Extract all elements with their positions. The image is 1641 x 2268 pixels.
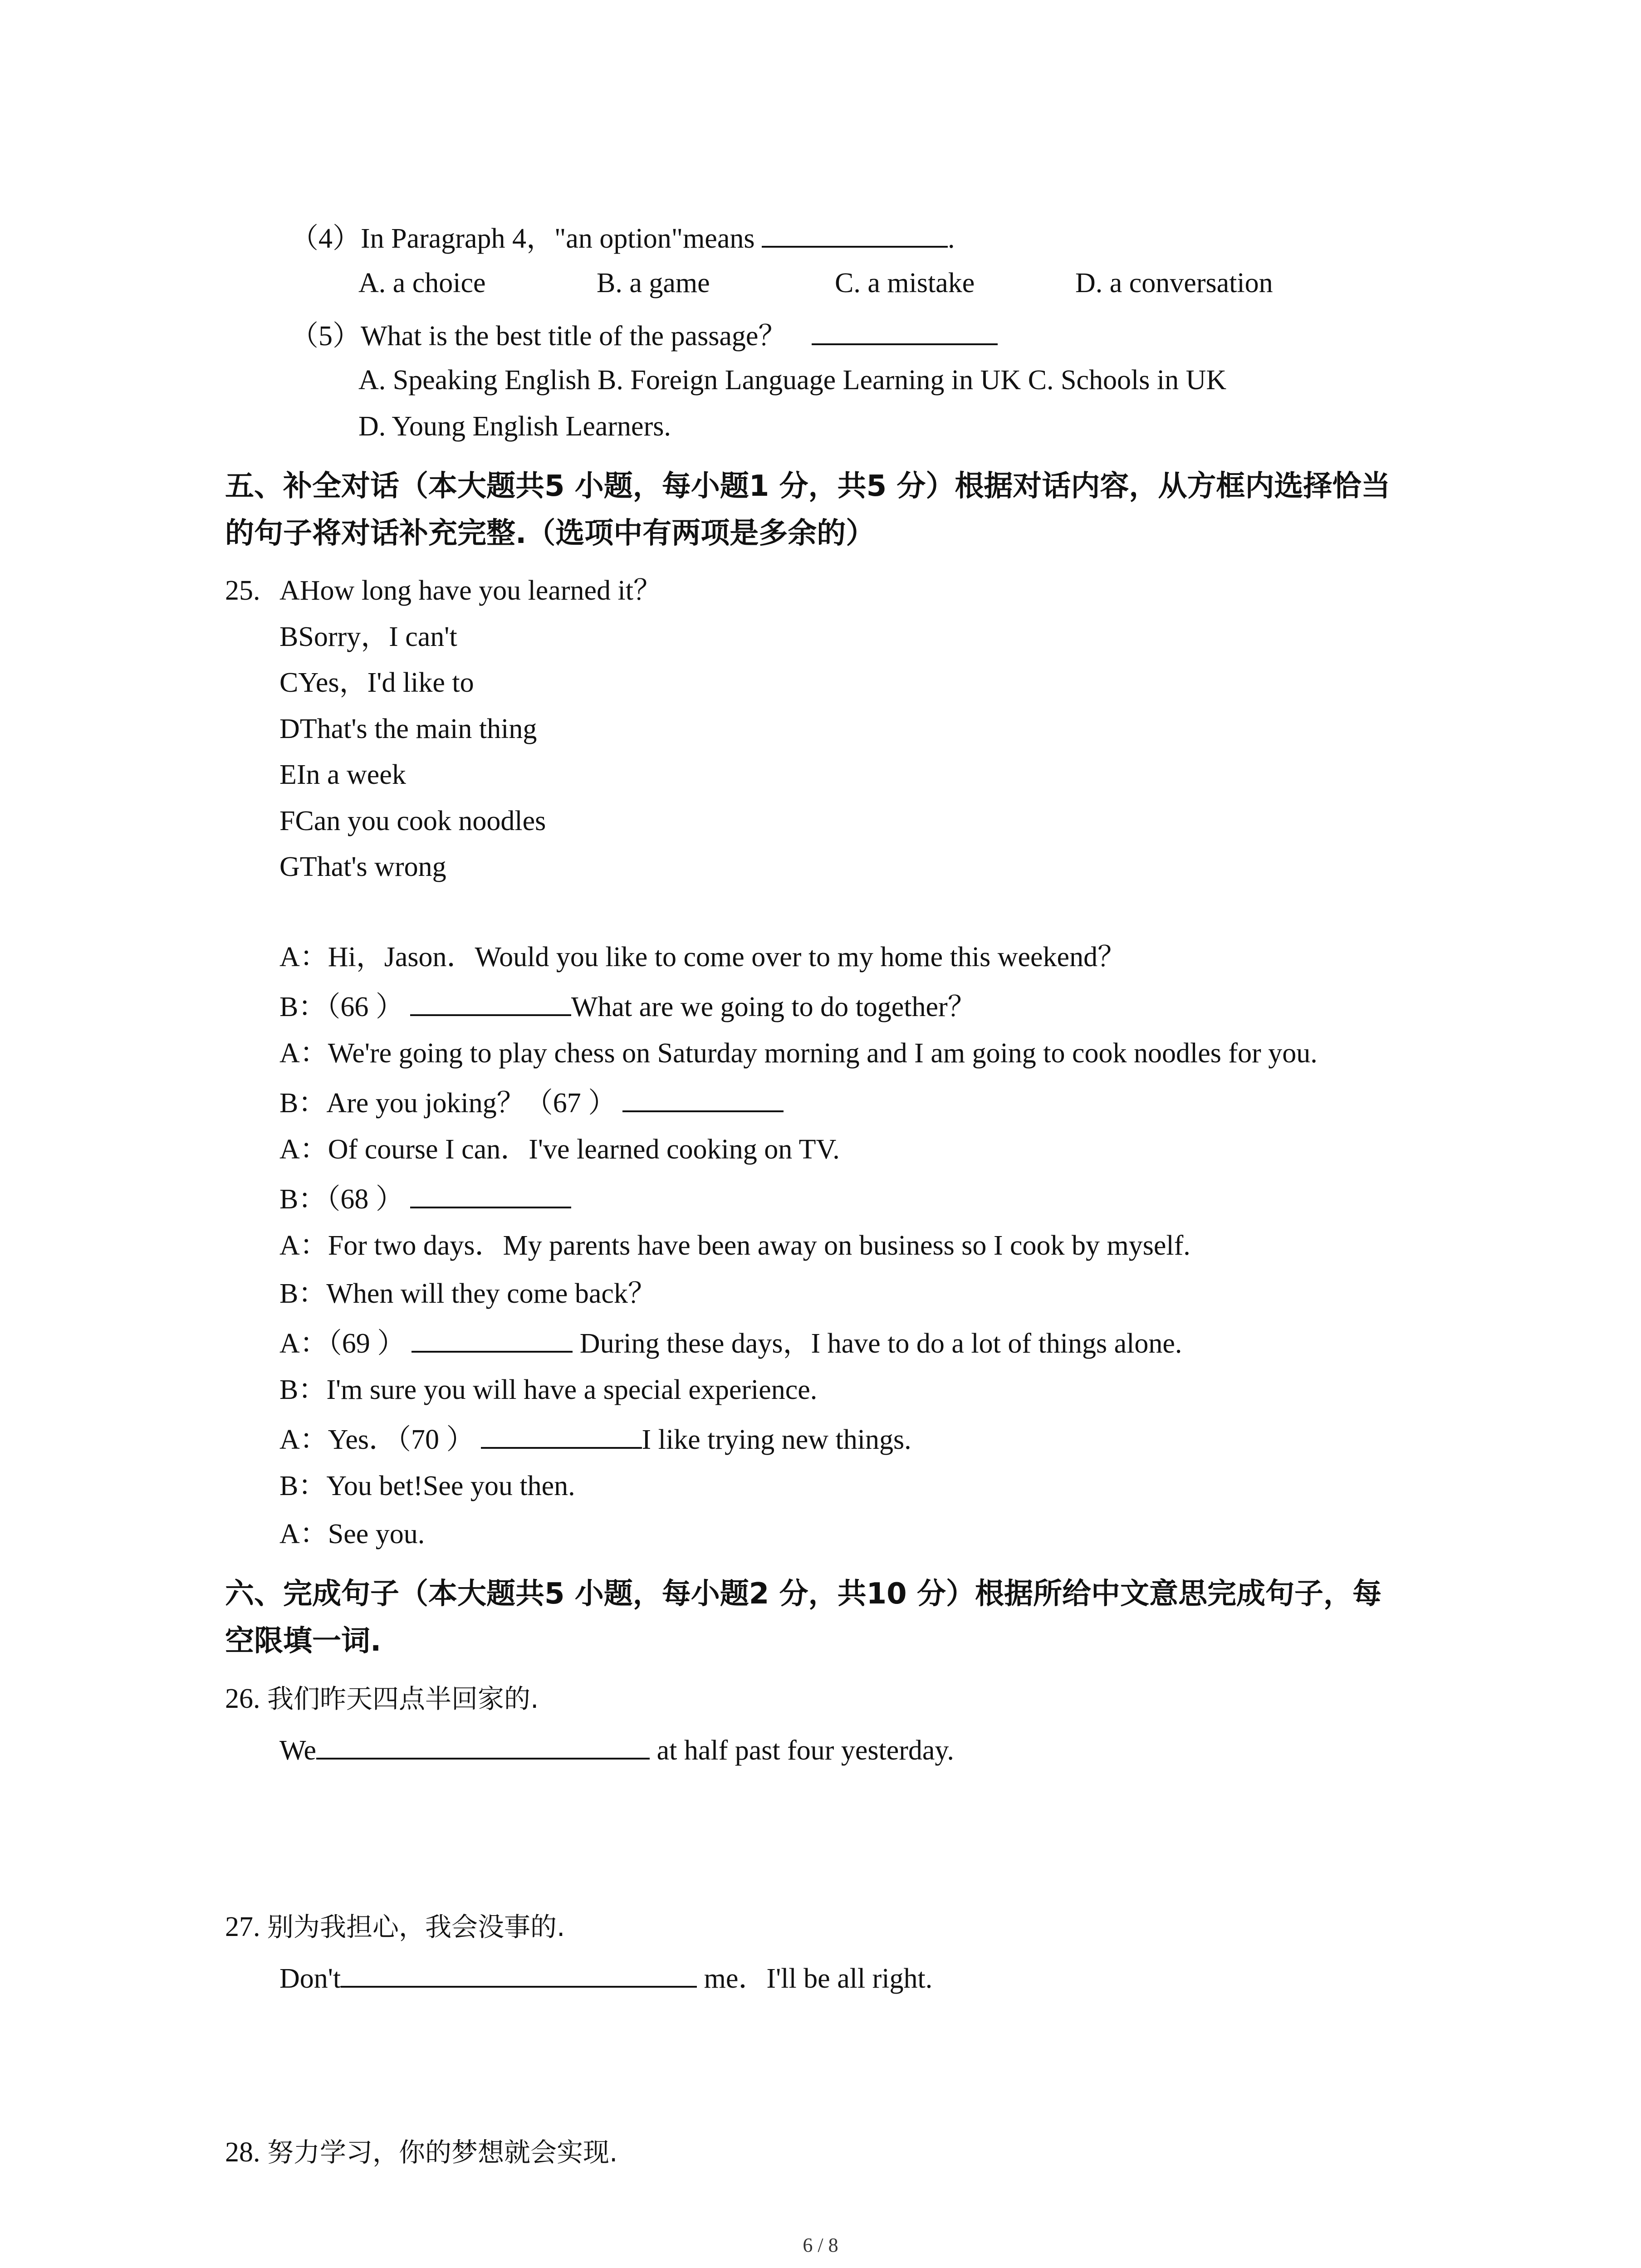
dialogue-text-after-blank: I like trying new things.: [642, 1424, 911, 1455]
dialogue-text: You bet!See you then.: [326, 1471, 575, 1501]
option-a: A. a choice: [358, 268, 486, 298]
dialogue-text: （68 ）: [326, 1184, 404, 1215]
option-c: C. a mistake: [835, 268, 975, 298]
dialogue-line: [279, 1179, 571, 1217]
q25-number: 25.: [225, 575, 260, 606]
q26-number: 26.: [225, 1683, 260, 1714]
dialogue-line: [279, 1324, 1182, 1362]
speaker-label: B：: [279, 1471, 327, 1501]
dialogue-text: （69 ）: [328, 1328, 406, 1359]
dialogue-line: [279, 1227, 1190, 1264]
q28-prompt: [225, 2134, 617, 2170]
dialogue-text: When will they come back？: [326, 1278, 656, 1309]
answer-blank[interactable]: [341, 1959, 697, 1988]
dialogue-text: Hi，Jason．Would you like to come over to my home this weekend？: [328, 942, 1126, 973]
q26-chinese: 我们昨天四点半回家的.: [267, 1683, 539, 1714]
q24-4-text: In Paragraph 4，"an option"means: [361, 223, 755, 254]
q26-pre: We: [279, 1735, 317, 1766]
speaker-label: B：: [279, 992, 327, 1022]
q25-choice: BSorry，I can't: [279, 621, 457, 652]
section6-heading-line1: 六、完成句子（本大题共5 小题，每小题2 分，共10 分）根据所给中文意思完成句子，每: [225, 1577, 1381, 1611]
dialogue-text: Of course I can．I've learned cooking on TV.: [328, 1134, 840, 1165]
q27-pre: Don't: [279, 1963, 341, 1994]
q24-5-options-line2: [358, 408, 671, 445]
answer-blank[interactable]: [411, 1324, 573, 1353]
option-d: D. a conversation: [1075, 268, 1273, 298]
speaker-label: A：: [279, 1038, 328, 1069]
dialogue-line: [279, 1468, 575, 1504]
dialogue-text: See you.: [328, 1519, 425, 1549]
section5-heading-line1: 五、补全对话（本大题共5 小题，每小题1 分，共5 分）根据对话内容，从方框内选择恰当: [225, 469, 1391, 503]
dialogue-line: [279, 1372, 817, 1408]
answer-blank[interactable]: [410, 987, 571, 1016]
q28-number: 28.: [225, 2137, 260, 2168]
q27-post: me．I'll be all right.: [697, 1963, 933, 1994]
dialogue-text: Yes．（70 ）: [328, 1424, 475, 1455]
q28-chinese: 努力学习，你的梦想就会实现.: [267, 2137, 618, 2168]
q24-5-line: [290, 316, 998, 354]
speaker-label: B：: [279, 1374, 327, 1405]
q25-choice: GThat's wrong: [279, 851, 446, 882]
q25-choice: DThat's the main thing: [279, 713, 537, 744]
dialogue-text: Are you joking？（67 ）: [326, 1088, 617, 1119]
speaker-label: B：: [279, 1184, 327, 1215]
answer-blank[interactable]: [622, 1083, 784, 1112]
q24-5-number: （5）: [290, 321, 361, 352]
dialogue-line: [279, 939, 1126, 975]
q24-4-line: [290, 219, 955, 257]
option-b: B. Foreign Language Learning in UK: [597, 365, 1021, 396]
dialogue-text-after-blank: During these days，I have to do a lot of things alone.: [573, 1328, 1182, 1359]
dialogue-text: I'm sure you will have a special experience.: [326, 1374, 818, 1405]
q27-number: 27.: [225, 1911, 260, 1942]
dialogue-text: （66 ）: [326, 992, 404, 1022]
q27-prompt: [225, 1909, 565, 1945]
q25-choice: CYes，I'd like to: [279, 667, 474, 698]
option-d: D. Young English Learners.: [358, 411, 671, 442]
dialogue-text-after-blank: What are we going to do together？: [571, 992, 976, 1022]
answer-blank[interactable]: [481, 1420, 642, 1449]
answer-blank[interactable]: [812, 316, 998, 345]
section6-heading-line2: 空限填一词.: [225, 1624, 382, 1658]
dialogue-line: [279, 987, 976, 1025]
dialogue-line: [279, 1420, 911, 1458]
q24-4-end: .: [947, 223, 955, 254]
q24-5-options-line1: [358, 362, 1226, 398]
answer-blank[interactable]: [410, 1179, 571, 1208]
q27-sentence: [279, 1959, 932, 1997]
speaker-label: A：: [279, 1328, 328, 1359]
dialogue-line: [279, 1083, 784, 1121]
q26-prompt: [225, 1681, 539, 1717]
speaker-label: B：: [279, 1088, 327, 1119]
speaker-label: A：: [279, 1519, 328, 1549]
dialogue-text: We're going to play chess on Saturday morning and I am going to cook noodles for you.: [328, 1038, 1318, 1069]
answer-blank[interactable]: [762, 219, 948, 248]
q27-chinese: 别为我担心，我会没事的.: [267, 1911, 565, 1942]
speaker-label: A：: [279, 1134, 328, 1165]
answer-blank[interactable]: [316, 1730, 650, 1760]
option-c: C. Schools in UK: [1028, 365, 1227, 396]
q25-choice: FCan you cook noodles: [279, 805, 546, 836]
speaker-label: A：: [279, 942, 328, 973]
dialogue-line: [279, 1035, 1318, 1071]
page-number: 6 / 8: [803, 2234, 838, 2256]
q24-5-text: What is the best title of the passage？: [361, 321, 787, 352]
option-b: B. a game: [597, 268, 710, 298]
q25-choice: AHow long have you learned it？: [279, 575, 661, 606]
section5-heading-line2: 的句子将对话补充完整.（选项中有两项是多余的）: [225, 517, 875, 550]
q26-sentence: [279, 1730, 954, 1769]
q26-post: at half past four yesterday.: [650, 1735, 954, 1766]
speaker-label: A：: [279, 1230, 328, 1261]
dialogue-text: For two days．My parents have been away on business so I cook by myself.: [328, 1230, 1190, 1261]
dialogue-line: [279, 1516, 425, 1552]
dialogue-line: [279, 1276, 656, 1312]
option-a: A. Speaking English: [358, 365, 591, 396]
speaker-label: B：: [279, 1278, 327, 1309]
q24-4-number: （4）: [290, 223, 361, 254]
speaker-label: A：: [279, 1424, 328, 1455]
dialogue-line: [279, 1131, 840, 1168]
q25-choice: EIn a week: [279, 759, 406, 790]
